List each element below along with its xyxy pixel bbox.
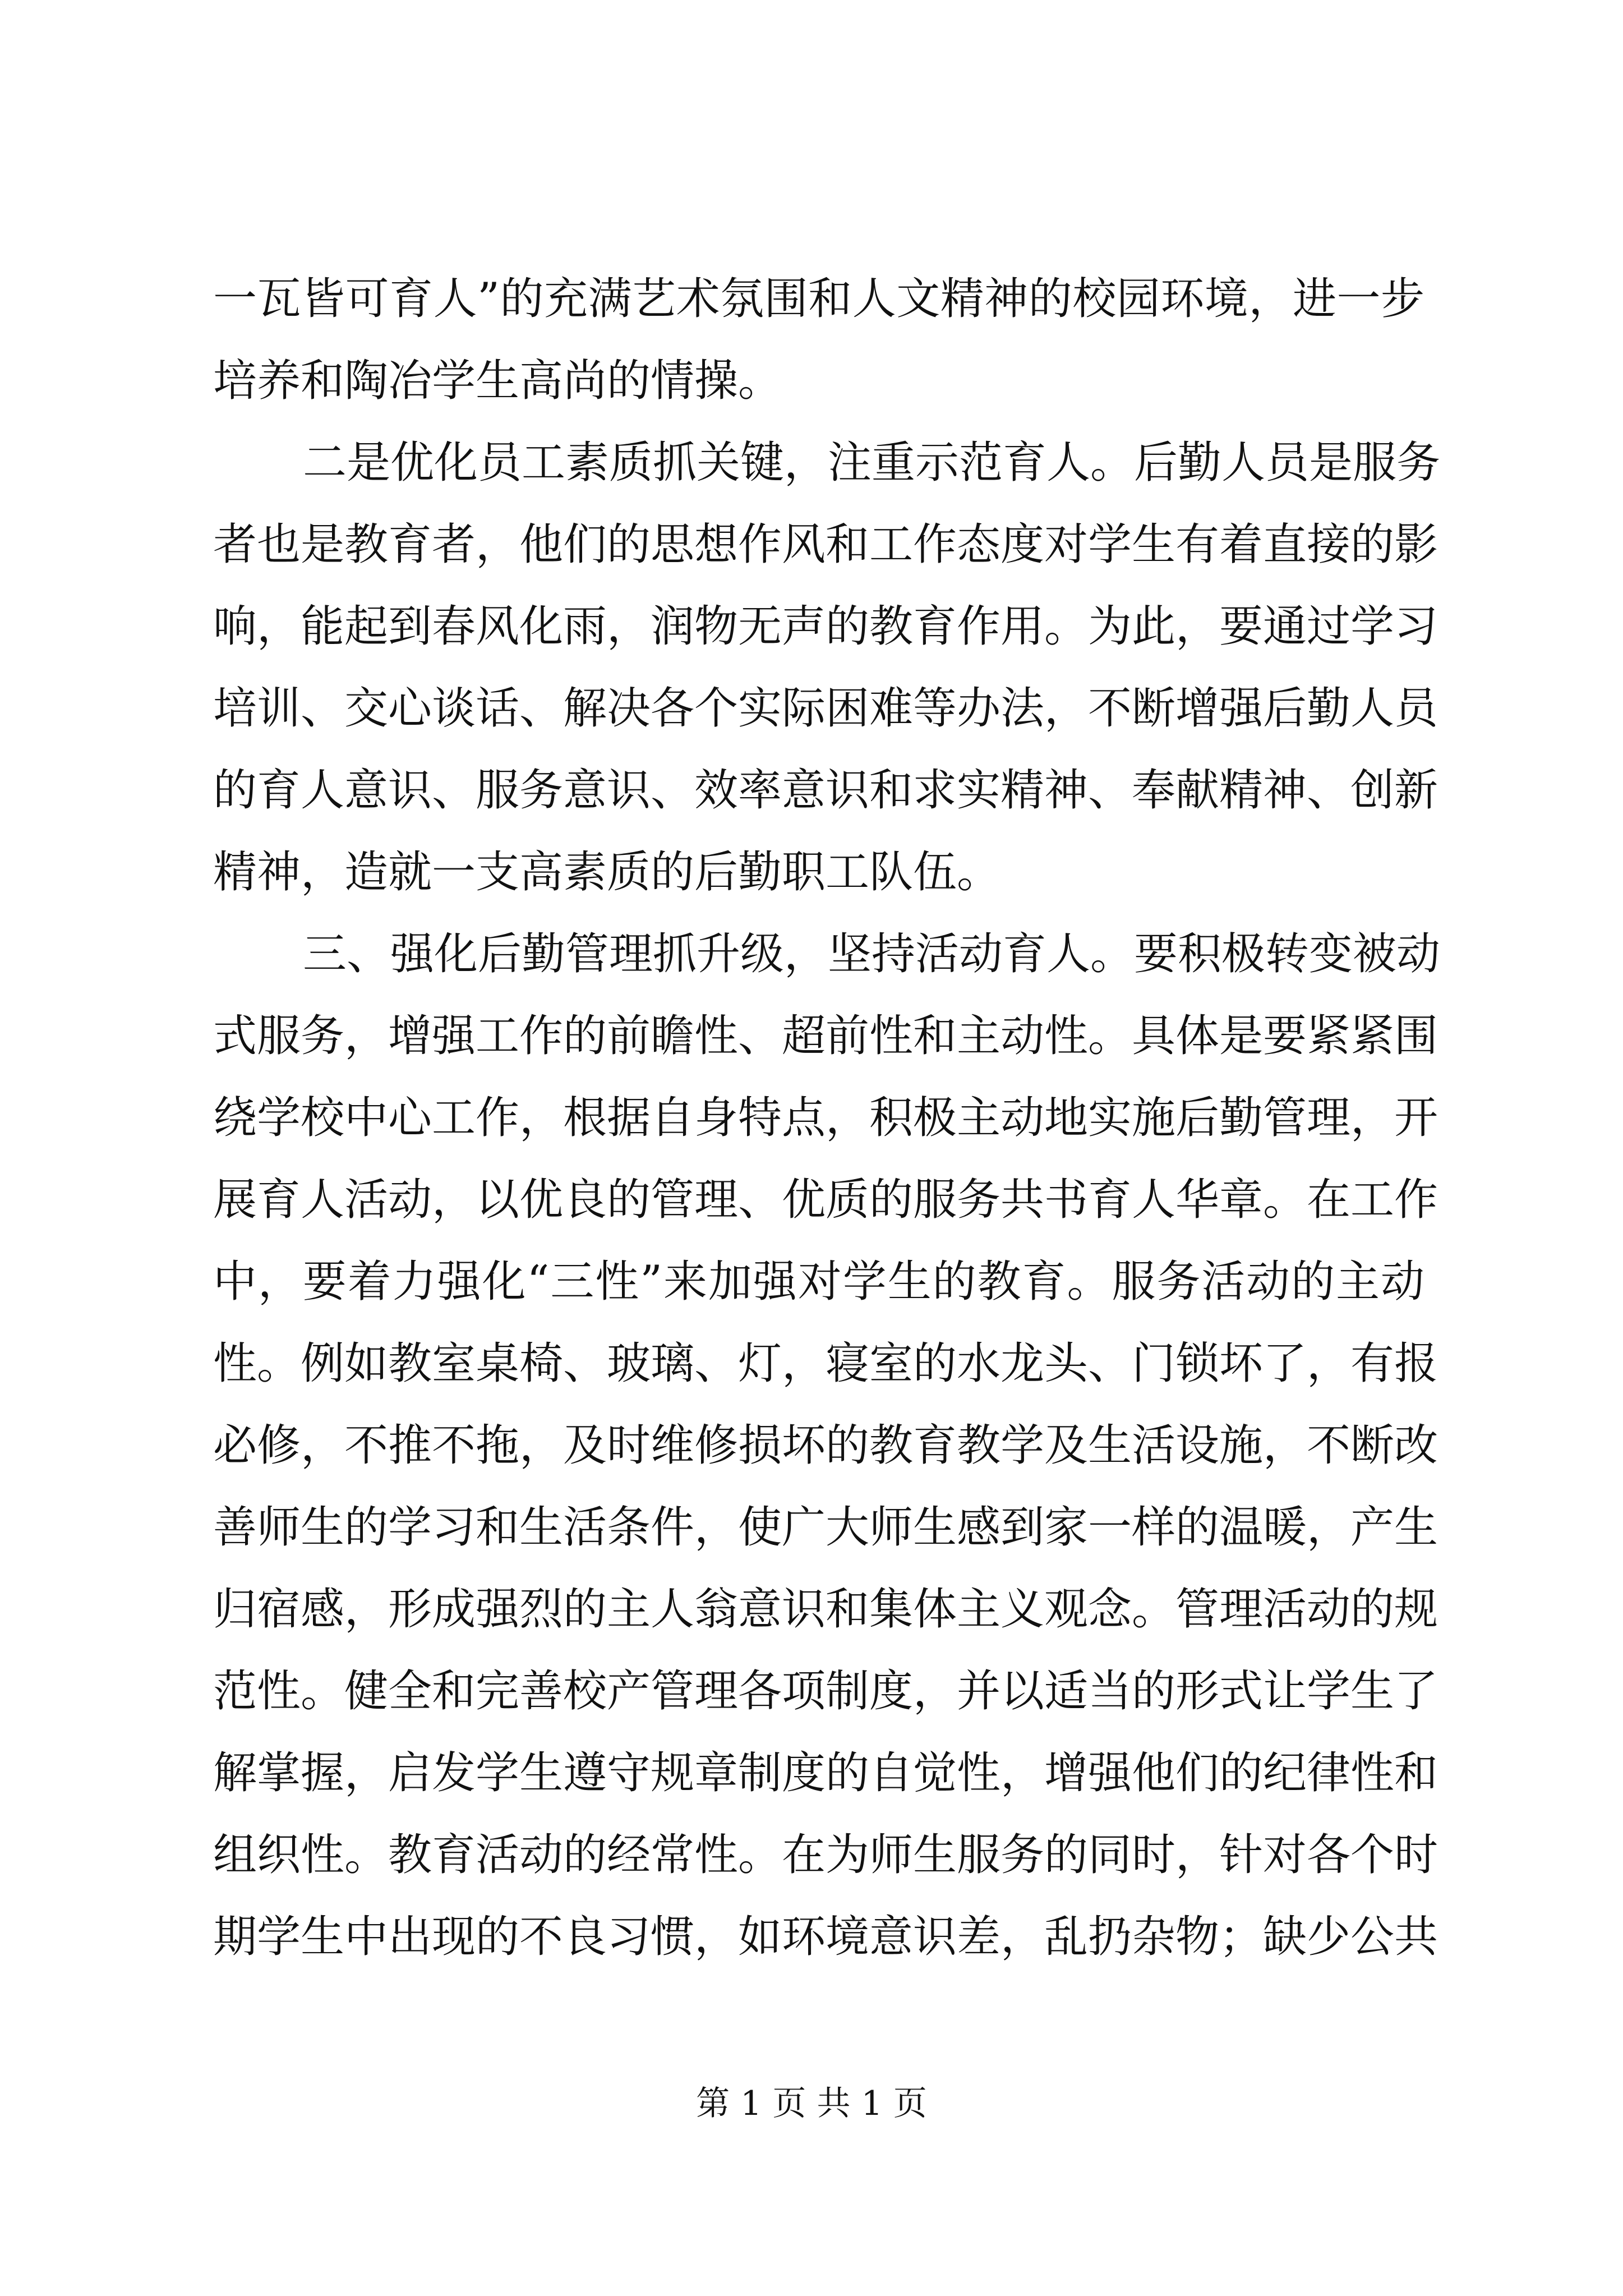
text-line: 绕学校中心工作，根据自身特点，积极主动地实施后勤管理，开: [213, 1093, 1438, 1143]
paragraph-2: [213, 422, 1441, 913]
text-line: 培训、交心谈话、解决各个实际困难等办法，不断增强后勤人员: [213, 683, 1438, 734]
text-line: 性。例如教室桌椅、玻璃、灯，寝室的水龙头、门锁坏了，有报: [213, 1338, 1438, 1389]
text-line: 培养和陶冶学生高尚的情操。: [213, 356, 782, 406]
text-line: 归宿感，形成强烈的主人翁意识和集体主义观念。管理活动的规: [213, 1584, 1438, 1635]
text-line: 期学生中出现的不良习惯，如环境意识差，乱扔杂物；缺少公共: [213, 1912, 1438, 1962]
text-line: 式服务，增强工作的前瞻性、超前性和主动性。具体是要紧紧围: [213, 1011, 1438, 1061]
text-line: 解掌握，启发学生遵守规章制度的自觉性，增强他们的纪律性和: [213, 1748, 1438, 1798]
text-line: 响，能起到春风化雨，润物无声的教育作用。为此，要通过学习: [213, 601, 1438, 652]
text-line: 必修，不推不拖，及时维修损坏的教育教学及生活设施，不断改: [213, 1420, 1438, 1471]
text-line: 展育人活动，以优良的管理、优质的服务共书育人华章。在工作: [213, 1175, 1438, 1225]
text-line: 的育人意识、服务意识、效率意识和求实精神、奉献精神、创新: [213, 765, 1438, 816]
text-line: 精神，造就一支高素质的后勤职工队伍。: [213, 847, 1001, 898]
paragraph-1: [213, 258, 1424, 422]
text-line: 中，要着力强化“三性”来加强对学生的教育。服务活动的主动: [213, 1257, 1424, 1307]
text-line: 范性。健全和完善校产管理各项制度，并以适当的形式让学生了: [213, 1666, 1438, 1717]
paragraph-3: [213, 913, 1441, 1978]
text-line: 二是优化员工素质抓关键，注重示范育人。后勤人员是服务: [303, 438, 1441, 488]
page-number-footer: 第 1 页 共 1 页: [696, 2084, 927, 2123]
text-line: 组织性。教育活动的经常性。在为师生服务的同时，针对各个时: [213, 1830, 1438, 1880]
text-line: 者也是教育者，他们的思想作风和工作态度对学生有着直接的影: [213, 519, 1438, 570]
text-line: 善师生的学习和生活条件，使广大师生感到家一样的温暖，产生: [213, 1502, 1438, 1553]
document-body: [213, 258, 1441, 1978]
text-line: 一瓦皆可育人”的充满艺术氛围和人文精神的校园环境，进一步: [213, 274, 1424, 324]
text-line: 三、强化后勤管理抓升级，坚持活动育人。要积极转变被动: [303, 929, 1441, 979]
